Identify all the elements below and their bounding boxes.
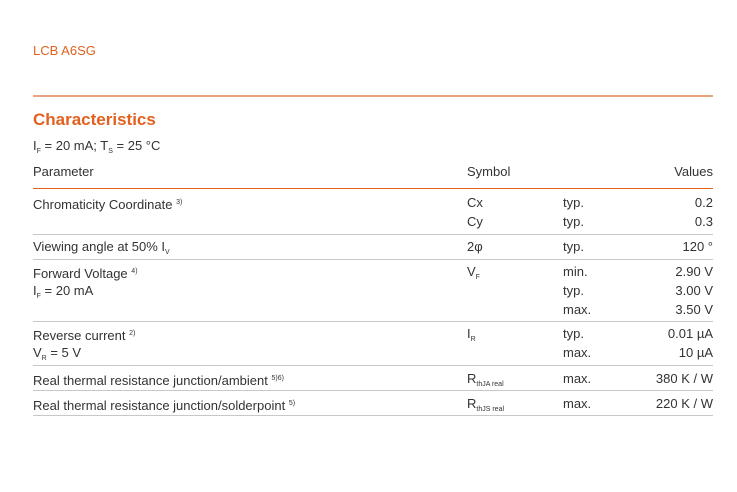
table-row-symbol: $R_{thJS real}$ [467, 396, 505, 413]
row-divider [33, 234, 713, 235]
row-divider [33, 415, 713, 416]
row-divider [33, 365, 713, 366]
table-row-value: 2.90 V 3.00 V 3.50 V [675, 264, 713, 317]
table-row-value: 120 ° [682, 239, 713, 254]
table-row-value: 220 K / W [655, 396, 713, 411]
table-row-param: Real thermal resistance junction/solderpoint $^{5)}$ [33, 398, 296, 413]
table-row-qualifier: max. [563, 396, 592, 411]
table-row-value: 0.2 0.3 [694, 195, 713, 229]
table-row-param: Chromaticity Coordinate $^{3)}$ [33, 197, 183, 212]
section-title: Characteristics [33, 110, 156, 129]
column-header-symbol: Symbol [467, 164, 511, 179]
table-row-symbol: Cx Cy [467, 195, 483, 229]
table-row-symbol: 2φ [467, 239, 483, 254]
table-row-symbol: $V_F$ [467, 264, 480, 281]
table-row-qualifier: max. [563, 371, 592, 386]
table-row-param: Reverse current $^{2)}$ $V_R = 5$ V [33, 328, 136, 362]
table-row-qualifier: min. typ. max. [563, 264, 592, 317]
row-divider [33, 259, 713, 260]
column-header-values: Values [674, 164, 713, 179]
table-row-value: 380 K / W [655, 371, 713, 386]
header-divider [33, 95, 713, 97]
row-divider [33, 390, 713, 391]
table-row-param: Viewing angle at 50% $I_V$ [33, 239, 170, 256]
test-conditions: $I_F = 20$ mA; $T_S = 25$ °C [33, 138, 161, 155]
table-row-symbol: $I_R$ [467, 326, 476, 343]
column-header-parameter: Parameter [33, 164, 94, 179]
table-row-value: 0.01 µA 10 µA [667, 326, 713, 360]
header-rule [33, 188, 713, 189]
table-row-qualifier: typ. max. [563, 326, 592, 360]
table-row-qualifier: typ. [563, 239, 584, 254]
table-row-param: Forward Voltage $^{4)}$ $I_F = 20$ mA [33, 266, 138, 300]
product-name: LCB A6SG [33, 43, 96, 58]
table-row-symbol: $R_{thJA real}$ [467, 371, 504, 388]
table-row-param: Real thermal resistance junction/ambient $^{5)6)}$ [33, 373, 284, 388]
row-divider [33, 321, 713, 322]
table-row-qualifier: typ. typ. [563, 195, 584, 229]
